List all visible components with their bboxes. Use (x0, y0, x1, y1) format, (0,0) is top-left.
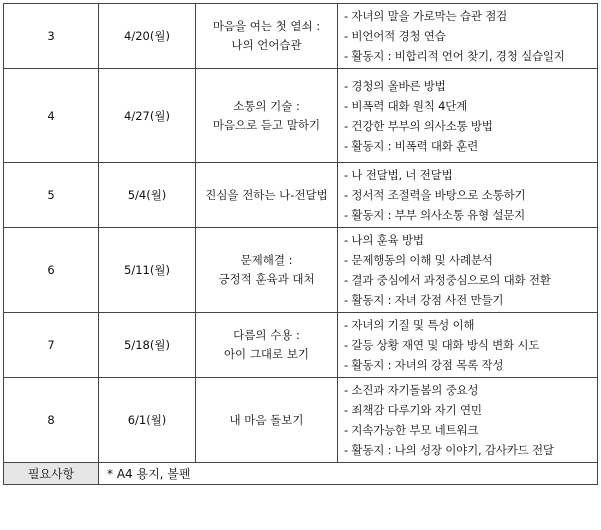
session-topic-line: 나의 언어습관 (231, 38, 302, 52)
activity-item: - 비폭력 대화 원칙 4단계 (344, 96, 591, 116)
session-topic (196, 313, 338, 378)
activity-item: - 활동지 : 부부 의사소통 유형 설문지 (344, 205, 591, 225)
activity-item: - 활동지 : 비폭력 대화 훈련 (344, 136, 591, 156)
session-activities (338, 4, 598, 69)
activity-item: - 활동지 : 자녀 강점 사전 만들기 (344, 290, 591, 310)
activity-item: - 소진과 자기돌봄의 중요성 (344, 380, 591, 400)
session-week: 5 (4, 163, 99, 228)
session-week: 6 (4, 228, 99, 313)
session-activities (338, 378, 598, 463)
session-row (4, 228, 598, 313)
activity-item: - 정서적 조절력을 바탕으로 소통하기 (344, 185, 591, 205)
requirements-label: 필요사항 (4, 463, 99, 485)
activity-item: - 지속가능한 부모 네트워크 (344, 420, 591, 440)
requirements-value: * A4 용지, 볼펜 (99, 463, 598, 485)
activity-item: - 활동지 : 비합리적 언어 찾기, 경청 실습일지 (344, 46, 591, 66)
schedule-table (3, 3, 598, 485)
activity-item: - 활동지 : 나의 성장 이야기, 감사카드 전달 (344, 440, 591, 460)
session-row (4, 313, 598, 378)
activity-item: - 경청의 올바른 방법 (344, 76, 591, 96)
activity-item: - 문제행동의 이해 및 사례분석 (344, 250, 591, 270)
session-row (4, 69, 598, 163)
session-date: 5/11(월) (99, 228, 196, 313)
session-date: 4/20(월) (99, 4, 196, 69)
session-topic (196, 228, 338, 313)
session-row (4, 378, 598, 463)
session-topic (196, 4, 338, 69)
session-week: 8 (4, 378, 99, 463)
activity-item: - 활동지 : 자녀의 강점 목록 작성 (344, 355, 591, 375)
activity-item: - 나의 훈육 방법 (344, 230, 591, 250)
session-date: 5/4(월) (99, 163, 196, 228)
session-topic-line: 아이 그대로 보기 (223, 347, 310, 361)
session-topic-line: 마음으로 듣고 말하기 (212, 117, 321, 132)
session-topic-line: 내 마음 돌보기 (229, 412, 304, 427)
activity-item: - 나 전달법, 너 전달법 (344, 165, 591, 185)
session-row (4, 4, 598, 69)
session-activities (338, 313, 598, 378)
activity-item: - 자녀의 기질 및 특성 이해 (344, 315, 591, 335)
session-topic-line: 소통의 기술 : (233, 98, 300, 113)
activity-item: - 죄책감 다루기와 자기 연민 (344, 400, 591, 420)
activity-item: - 갈등 상황 재연 및 대화 방식 변화 시도 (344, 335, 591, 355)
session-topic-line: 진심을 전하는 나-전달법 (205, 187, 328, 202)
session-activities (338, 163, 598, 228)
session-activities (338, 228, 598, 313)
session-topic (196, 378, 338, 463)
session-topic-line: 다름의 수용 : (233, 328, 300, 342)
activity-item: - 자녀의 말을 가로막는 습관 점검 (344, 6, 591, 26)
session-week: 4 (4, 69, 99, 163)
session-topic (196, 69, 338, 163)
session-topic-line: 긍정적 훈육과 대처 (218, 272, 315, 286)
session-topic (196, 163, 338, 228)
session-date: 6/1(월) (99, 378, 196, 463)
session-activities (338, 69, 598, 163)
activity-item: - 건강한 부부의 의사소통 방법 (344, 116, 591, 136)
session-date: 5/18(월) (99, 313, 196, 378)
session-week: 7 (4, 313, 99, 378)
session-topic-line: 마음을 여는 첫 열쇠 : (212, 19, 321, 33)
session-date: 4/27(월) (99, 69, 196, 163)
session-week: 3 (4, 4, 99, 69)
session-row (4, 163, 598, 228)
activity-item: - 비언어적 경청 연습 (344, 26, 591, 46)
schedule-body (4, 4, 598, 485)
requirements-row (4, 463, 598, 485)
session-topic-line: 문제해결 : (240, 253, 293, 267)
activity-item: - 결과 중심에서 과정중심으로의 대화 전환 (344, 270, 591, 290)
